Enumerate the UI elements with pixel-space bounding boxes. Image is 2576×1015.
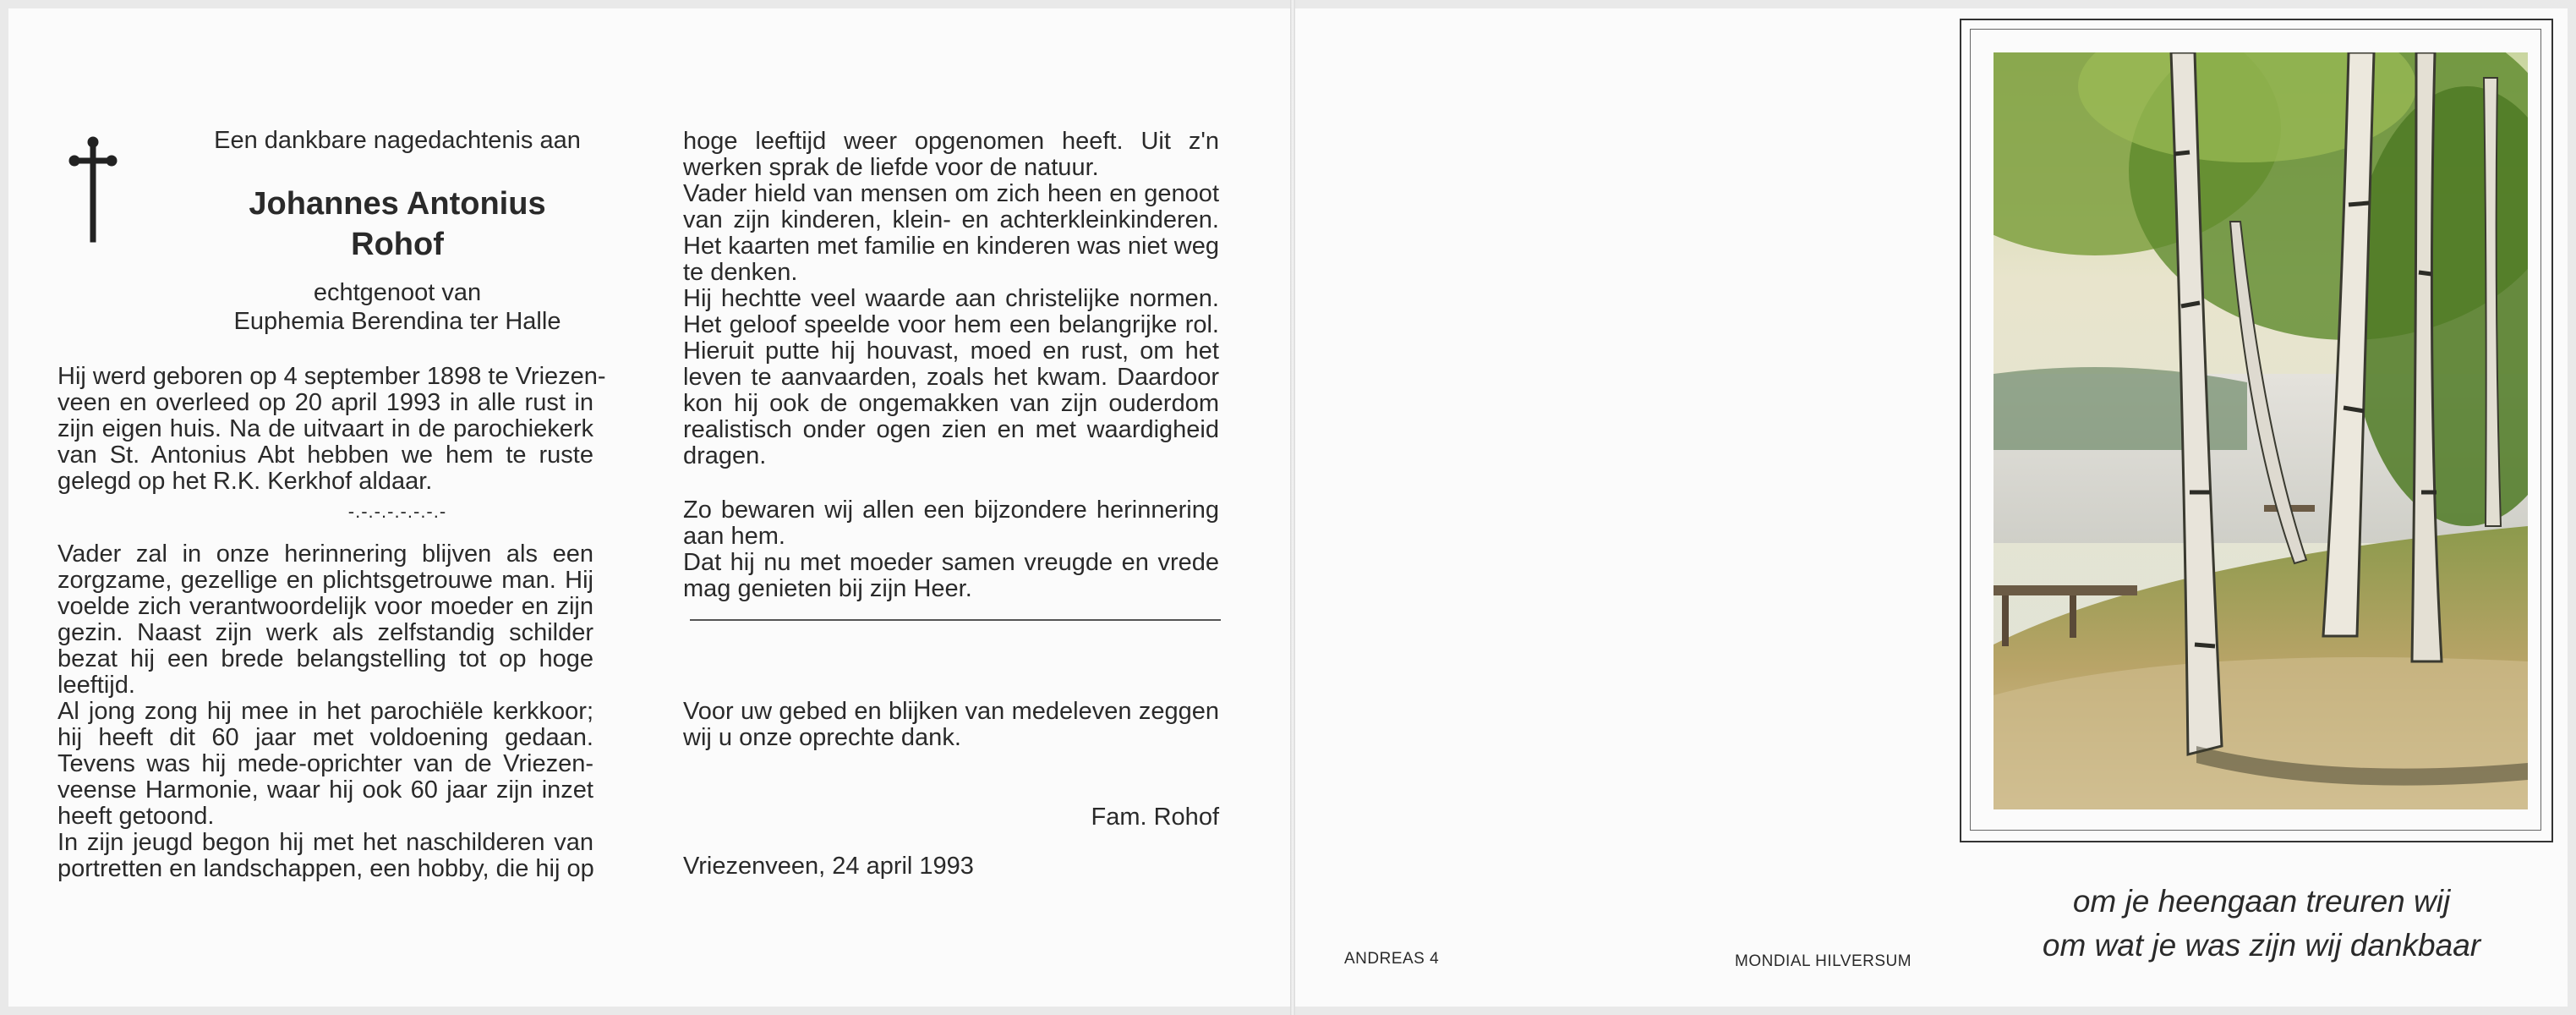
deceased-first-names: Johannes Antonius [249, 186, 546, 222]
text-line: mag genieten bij zijn Heer. [683, 575, 972, 602]
text-line: gezin. Naast zijn werk als zelfstandig schilder [57, 619, 593, 646]
spouse-name: Euphemia Berendina ter Halle [233, 308, 561, 335]
deceased-surname: Rohof [351, 227, 444, 262]
text-line: portretten en landschappen, een hobby, die hij op [57, 855, 594, 882]
memorial-text-right [683, 129, 1219, 469]
text-line: bezat hij een brede belangstelling tot op hoge [57, 645, 593, 672]
text-line: Voor uw gebed en blijken van medeleven zeggen [683, 698, 1219, 725]
text-line: van St. Antonius Abt hebben we hem te ruste [57, 442, 593, 469]
place-and-date: Vriezenveen, 24 april 1993 [683, 853, 974, 880]
text-line: dragen. [683, 442, 767, 469]
verse-line-1: om je heengaan treuren wij [2072, 884, 2451, 919]
family-signature: Fam. Rohof [1091, 804, 1219, 831]
text-line: Het kaarten met familie en kinderen was niet weg [683, 233, 1219, 260]
text-line: kon hij ook de ongemakken van zijn ouderdom [683, 390, 1219, 417]
text-line: wij u onze oprechte dank. [683, 724, 961, 751]
text-line: Tevens was hij mede-oprichter van de Vriezen- [57, 750, 593, 777]
text-line: werken sprak de liefde voor de natuur. [683, 154, 1099, 181]
text-line: Het geloof speelde voor hem een belangrijke rol. [683, 311, 1219, 338]
text-line: Vader hield van mensen om zich heen en genoot [683, 180, 1219, 207]
text-line: Vader zal in onze herinnering blijven als een [57, 540, 593, 568]
printer-imprint: MONDIAL HILVERSUM [1735, 952, 1912, 970]
spouse-label: echtgenoot van [313, 279, 482, 306]
wish-paragraph [683, 497, 1219, 602]
text-line: zijn eigen huis. Na de uitvaart in de parochiekerk [57, 415, 593, 442]
text-line: Dat hij nu met moeder samen vreugde en vrede [683, 549, 1219, 576]
text-line: hoge leeftijd weer opgenomen heeft. Uit z'n [683, 128, 1219, 155]
text-line: gelegd op het R.K. Kerkhof aldaar. [57, 468, 433, 495]
text-line: hij heeft dit 60 jaar met voldoening gedaan. [57, 724, 593, 751]
text-line: veen en overleed op 20 april 1993 in alle rust in [57, 389, 593, 416]
text-line: aan hem. [683, 523, 785, 550]
text-line: voelde zich verantwoordelijk voor moeder en zijn [57, 593, 593, 620]
text-line: zorgzame, gezellige en plichtsgetrouwe man. Hij [57, 567, 593, 594]
text-line: Al jong zong hij mee in het parochiële kerkkoor; [57, 698, 593, 725]
birch-lake-photo [1994, 52, 2528, 809]
text-line: te denken. [683, 259, 798, 286]
thanks-paragraph [683, 699, 1219, 751]
memorial-text-left [57, 541, 593, 882]
text-line: Hij werd geboren op 4 september 1898 te Vriezen- [57, 363, 606, 390]
birth-death-paragraph [57, 363, 606, 495]
cross-icon [68, 135, 118, 245]
text-line: Hieruit putte hij houvast, moed en rust, om het [683, 337, 1219, 365]
text-line: van zijn kinderen, klein- en achterkleinkinderen. [683, 206, 1219, 233]
card-model-imprint: ANDREAS 4 [1344, 950, 1440, 968]
divider-rule [690, 619, 1221, 621]
text-line: veense Harmonie, waar hij ook 60 jaar zijn inzet [57, 776, 593, 804]
text-line: Zo bewaren wij allen een bijzondere herinnering [683, 497, 1219, 524]
text-line: leeftijd. [57, 672, 135, 699]
text-line: realistisch onder ogen zien en met waardigheid [683, 416, 1219, 443]
text-line: heeft getoond. [57, 803, 215, 830]
dedication-text: Een dankbare nagedachtenis aan [214, 127, 581, 154]
text-line: leven te aanvaarden, zoals het kwam. Daardoor [683, 364, 1219, 391]
verse-line-2: om wat je was zijn wij dankbaar [2042, 928, 2481, 963]
text-line: Hij hechtte veel waarde aan christelijke normen. [683, 285, 1219, 312]
separator-dots: -.-.-.-.-.-.-.- [347, 501, 447, 522]
text-line: In zijn jeugd begon hij met het naschilderen van [57, 829, 593, 856]
